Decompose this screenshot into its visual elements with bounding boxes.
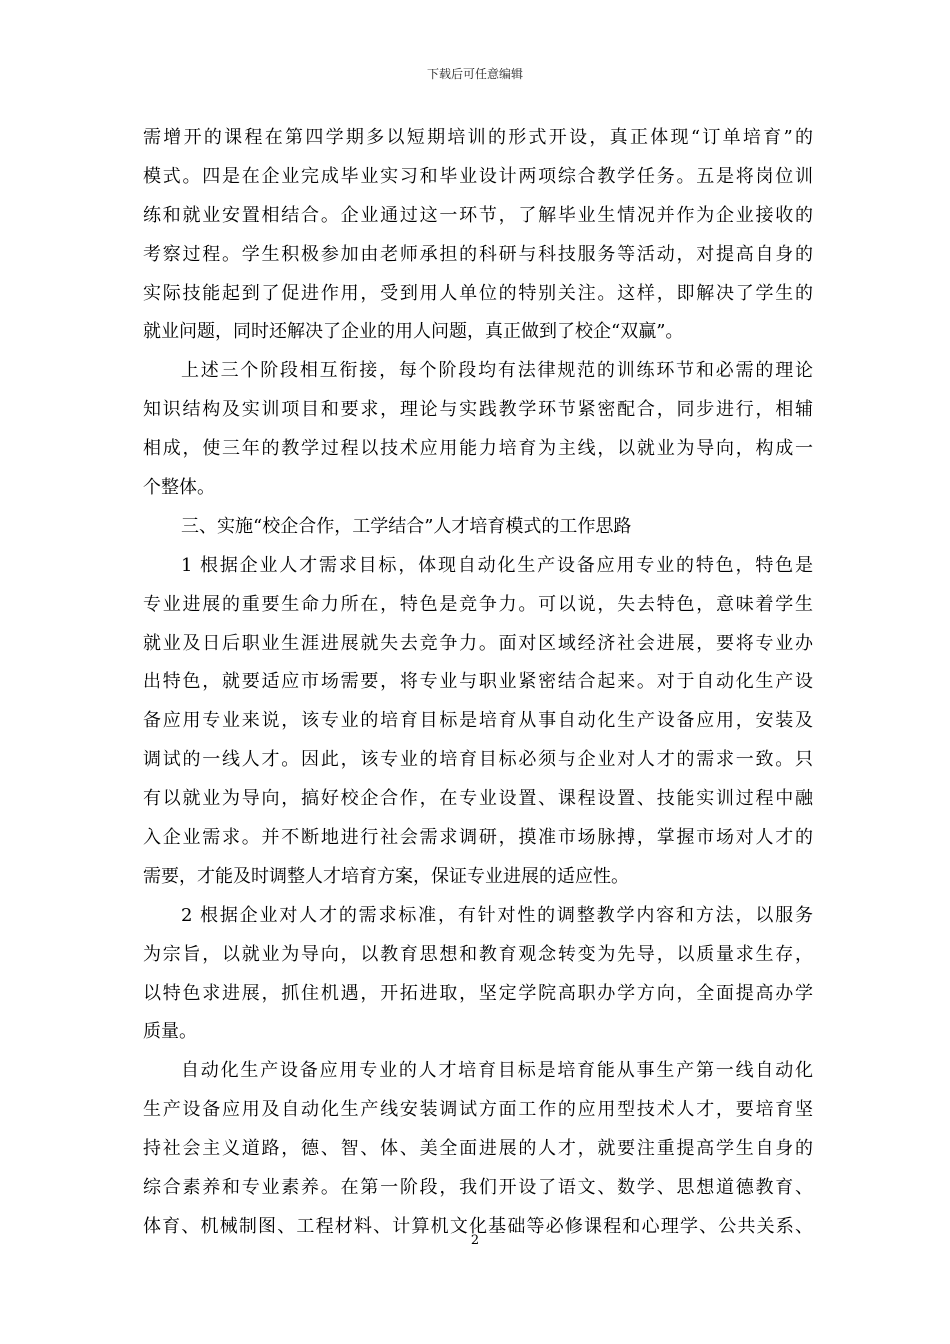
text-line: 体育、机械制图、工程材料、计算机文化基础等必修课程和心理学、公共关系、 <box>143 1215 813 1237</box>
text-line: 就业及日后职业生涯进展就失去竞争力。面对区域经济社会进展，要将专业办 <box>143 632 813 654</box>
text-line: 个整体。 <box>143 477 215 499</box>
text-line: 入企业需求。并不断地进行社会需求调研，摸准市场脉搏，掌握市场对人才的 <box>143 827 813 849</box>
text-line: 实际技能起到了促进作用，受到用人单位的特别关注。这样，即解决了学生的 <box>143 282 813 304</box>
paragraph <box>143 547 813 897</box>
page-number: 2 <box>470 1233 480 1248</box>
text-line: 就业问题，同时还解决了企业的用人问题，真正做到了校企“双赢”。 <box>143 321 684 343</box>
text-line: 专业进展的重要生命力所在，特色是竞争力。可以说，失去特色，意味着学生 <box>143 593 813 615</box>
text-line: 持社会主义道路，德、智、体、美全面进展的人才，就要注重提高学生自身的 <box>143 1138 813 1160</box>
section-heading <box>143 508 813 547</box>
text-line: 出特色，就要适应市场需要，将专业与职业紧密结合起来。对于自动化生产设 <box>143 671 813 693</box>
paragraph <box>143 352 813 508</box>
paragraph <box>143 897 813 1053</box>
text-line: 备应用专业来说，该专业的培育目标是培育从事自动化生产设备应用，安装及 <box>143 710 813 732</box>
text-line: 为宗旨，以就业为导向，以教育思想和教育观念转变为先导，以质量求生存， <box>143 943 813 965</box>
text-line: 有以就业为导向，搞好校企合作，在专业设置、课程设置、技能实训过程中融 <box>143 788 813 810</box>
paragraph <box>143 1052 813 1246</box>
text-line: 2 根据企业对人才的需求标准，有针对性的调整教学内容和方法，以服务 <box>181 904 813 926</box>
text-line: 知识结构及实训项目和要求，理论与实践教学环节紧密配合，同步进行，相辅 <box>143 399 813 421</box>
text-line: 以特色求进展，抓住机遇，开拓进取，坚定学院高职办学方向，全面提高办学 <box>143 982 813 1004</box>
text-line: 上述三个阶段相互衔接，每个阶段均有法律规范的训练环节和必需的理论 <box>181 360 813 382</box>
text-line: 质量。 <box>143 1021 197 1043</box>
text-line: 模式。四是在企业完成毕业实习和毕业设计两项综合教学任务。五是将岗位训 <box>143 165 813 187</box>
document-body <box>143 119 813 1247</box>
text-line: 需增开的课程在第四学期多以短期培训的形式开设，真正体现“订单培育”的 <box>143 127 813 148</box>
text-line: 需要，才能及时调整人才培育方案，保证专业进展的适应性。 <box>143 865 629 887</box>
text-line: 调试的一线人才。因此，该专业的培育目标必须与企业对人才的需求一致。只 <box>143 749 813 771</box>
text-line: 1 根据企业人才需求目标，体现自动化生产设备应用专业的特色，特色是 <box>181 554 813 576</box>
text-line: 综合素养和专业素养。在第一阶段，我们开设了语文、数学、思想道德教育、 <box>143 1177 813 1199</box>
text-line: 练和就业安置相结合。企业通过这一环节，了解毕业生情况并作为企业接收的 <box>143 204 813 226</box>
text-line: 自动化生产设备应用专业的人才培育目标是培育能从事生产第一线自动化 <box>181 1060 813 1082</box>
paragraph <box>143 119 813 352</box>
page-header: 下载后可任意编辑 <box>426 67 523 81</box>
text-line: 相成，使三年的教学过程以技术应用能力培育为主线，以就业为导向，构成一 <box>143 438 813 460</box>
text-line: 生产设备应用及自动化生产线安装调试方面工作的应用型技术人才，要培育坚 <box>143 1099 813 1121</box>
text-line: 三、实施“校企合作，工学结合”人才培育模式的工作思路 <box>181 515 632 537</box>
text-line: 考察过程。学生积极参加由老师承担的科研与科技服务等活动，对提高自身的 <box>143 243 813 265</box>
